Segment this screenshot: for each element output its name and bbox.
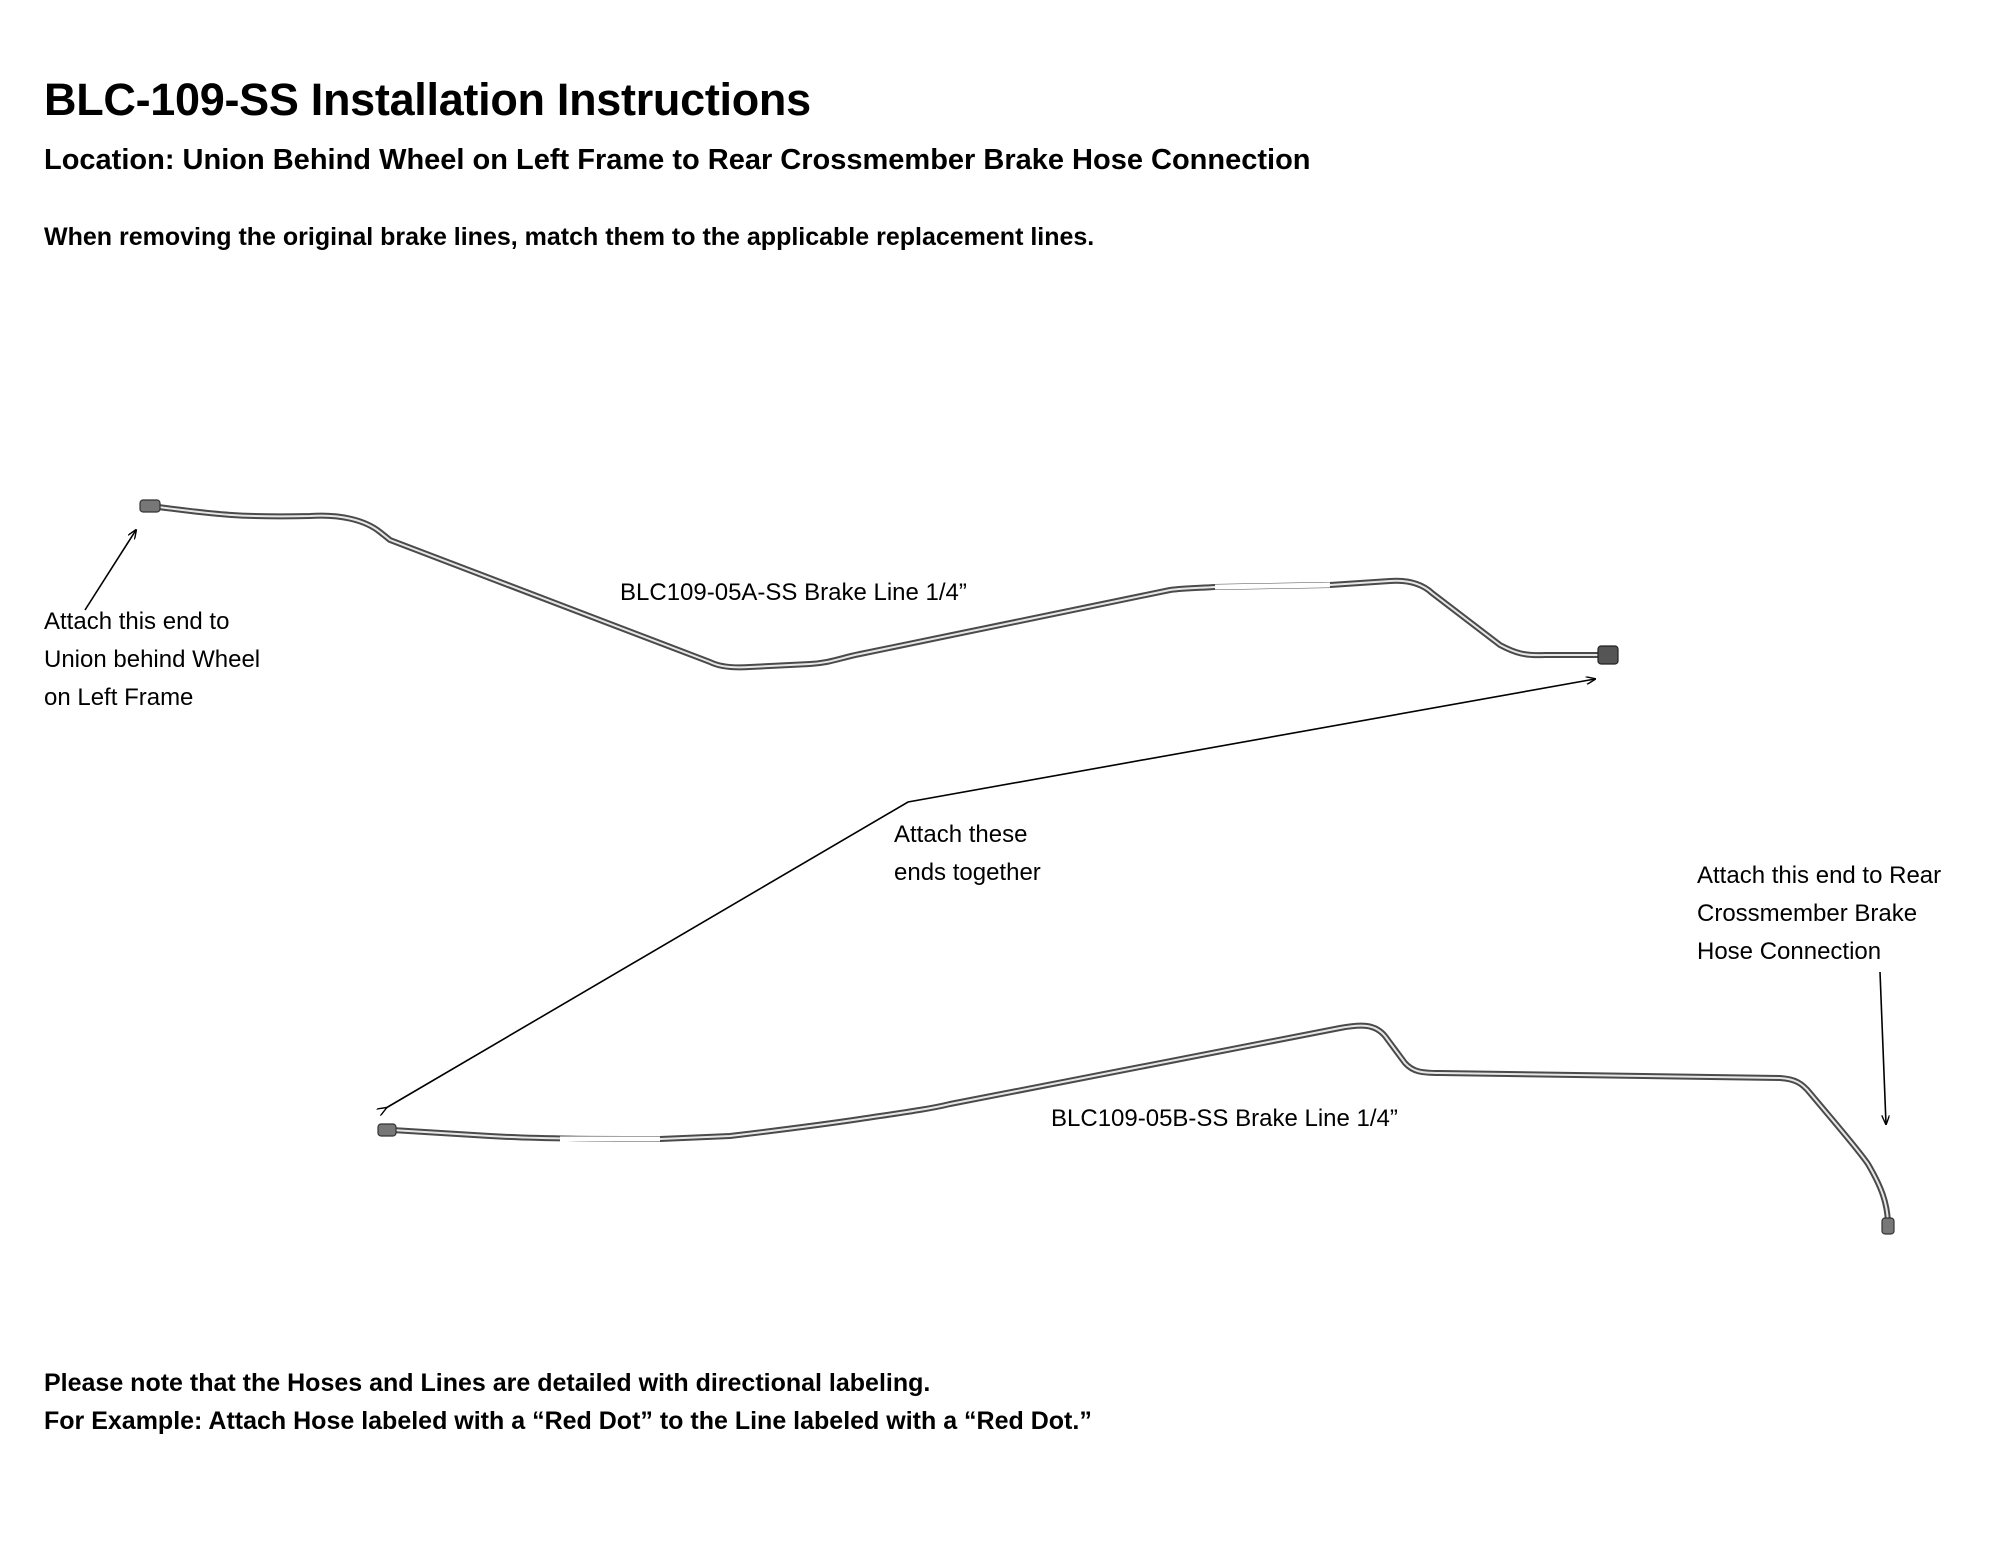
line-a-label: BLC109-05A-SS Brake Line 1/4” xyxy=(620,579,967,606)
line-a-left-fitting xyxy=(140,500,160,512)
callout-left-line: Union behind Wheel xyxy=(44,646,261,673)
callout-middle-line: Attach these xyxy=(894,821,1028,848)
arrow-join-ends xyxy=(386,679,1595,1108)
callout-right-line: Hose Connection xyxy=(1697,938,1882,965)
location-subtitle: Location: Union Behind Wheel on Left Frame to Rear Crossmember Brake Hose Connection xyxy=(44,144,1311,176)
note-line-2: For Example: Attach Hose labeled with a “Red Dot” to the Line labeled with a “Red Dot.” xyxy=(44,1407,1092,1435)
callout-right xyxy=(1697,857,1941,971)
arrow-left-end xyxy=(85,530,136,610)
callout-middle-line: ends together xyxy=(894,859,1041,886)
arrow-right-end xyxy=(1880,972,1886,1124)
callout-left-line: Attach this end to xyxy=(44,608,230,635)
intro-text: When removing the original brake lines, match them to the applicable replacement lines. xyxy=(44,223,1095,251)
callout-left-line: on Left Frame xyxy=(44,684,194,711)
line-b-right-fitting xyxy=(1882,1218,1894,1234)
callout-right-line: Crossmember Brake xyxy=(1697,900,1918,927)
page-title: BLC-109-SS Installation Instructions xyxy=(44,74,811,125)
callout-middle xyxy=(894,816,1041,892)
callout-right-line: Attach this end to Rear xyxy=(1697,862,1942,889)
callout-left xyxy=(44,603,260,717)
line-b-label: BLC109-05B-SS Brake Line 1/4” xyxy=(1051,1105,1398,1132)
line-a-right-fitting xyxy=(1598,646,1618,664)
line-b-left-fitting xyxy=(378,1124,396,1136)
note-line-1: Please note that the Hoses and Lines are detailed with directional labeling. xyxy=(44,1369,931,1397)
